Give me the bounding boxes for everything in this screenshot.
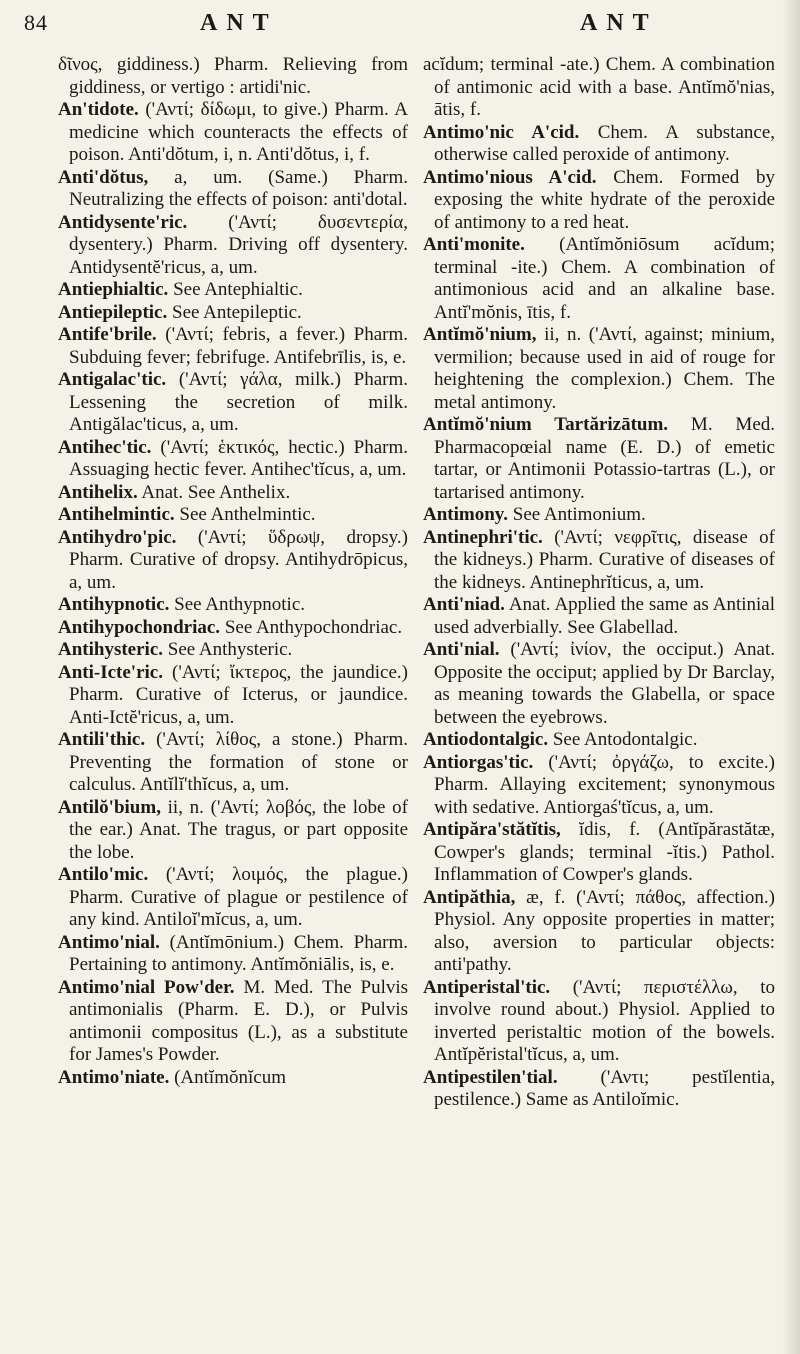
entry-headword: Antimony. (423, 504, 508, 525)
right-column (423, 54, 775, 1112)
page-edge-shadow (782, 0, 800, 1354)
dictionary-entry (58, 504, 408, 527)
entry-headword: Antimo'nial. (58, 931, 160, 953)
dictionary-entry (423, 1067, 775, 1112)
entry-headword: Antilo'mic. (58, 864, 149, 885)
entry-headword: Anti'dŏtus, (58, 166, 149, 188)
entry-headword: Antinephri'tic. (423, 526, 543, 548)
dictionary-entry (58, 302, 408, 325)
dictionary-entry (423, 122, 775, 167)
dictionary-entry (58, 932, 408, 977)
entry-definition: ('Αντί; ἑκτικός, hectic.) Pharm. Assuaging hectic fever. Antihec'tĭcus, a, um. (69, 436, 409, 480)
dictionary-entry (423, 527, 775, 595)
entry-headword: Antĭmŏ'nium, (423, 324, 537, 345)
left-column (58, 54, 408, 1089)
entry-headword: Antilŏ'bium, (58, 796, 161, 818)
entry-definition: M. Med. Pharmacopœial name (E. D.) of emetic tartar, or Antimonii Potassio-tartras (L.), or tartarised antimony. (434, 414, 775, 503)
entry-headword: Antihelmintic. (58, 504, 175, 525)
dictionary-entry (58, 639, 408, 662)
entry-definition: ('Αντί; febris, a fever.) Pharm. Subduing fever; febrifuge. Antifebrīlis, is, e. (69, 324, 409, 368)
entry-headword: Antimo'nious A'cid. (423, 166, 597, 188)
entry-definition: See Anthypochondriac. (224, 616, 403, 638)
dictionary-entry (58, 977, 408, 1067)
entry-definition: (Antĭmōnium.) Chem. Pharm. Pertaining to antimony. Antĭmŏniālis, is, e. (69, 931, 408, 975)
dictionary-entry (423, 819, 775, 887)
dictionary-entry (58, 729, 408, 797)
entry-headword: Antihysteric. (58, 639, 164, 660)
entry-headword: Antipăthia, (423, 886, 516, 908)
dictionary-entry (423, 729, 775, 752)
entry-headword: An'tidote. (58, 99, 139, 120)
dictionary-entry (423, 54, 775, 122)
entry-headword: Antidysente'ric. (58, 211, 188, 233)
dictionary-entry (58, 324, 408, 369)
entry-headword: Anti-Icte'ric. (58, 661, 163, 683)
entry-definition: ii, n. ('Αντί; λοβός, the lobe of the ear.) Anat. The tragus, or part opposite the lobe. (69, 796, 409, 863)
entry-definition: See Antimonium. (512, 504, 646, 525)
entry-headword: Antimo'niate. (58, 1066, 170, 1088)
entry-definition: See Antepileptic. (172, 301, 302, 323)
dictionary-entry (423, 639, 775, 729)
dictionary-entry (58, 167, 408, 212)
entry-headword: Antihec'tic. (58, 436, 152, 458)
entry-definition: ('Αντί; γάλα, milk.) Pharm. Lessening the secretion of milk. Antigălac'ticus, a, um. (69, 369, 409, 435)
dictionary-entry (58, 212, 408, 280)
dictionary-entry (58, 279, 408, 302)
dictionary-entry (423, 594, 775, 639)
dictionary-entry (58, 797, 408, 865)
dictionary-entry (423, 324, 775, 414)
entry-definition: See Antephialtic. (173, 279, 303, 300)
entry-definition: (Antĭmŏnĭcum (174, 1066, 286, 1088)
entry-definition: M. Med. The Pulvis antimonialis (Pharm. E. D.), or Pulvis antimonii compositus (L.), as a substitute for James's Powder. (69, 976, 409, 1065)
running-head-left: ANT (200, 10, 278, 36)
dictionary-entry (423, 887, 775, 977)
entry-headword: Anti'nial. (423, 639, 500, 660)
entry-definition: Chem. A substance, otherwise called peroxide of antimony. (434, 121, 776, 165)
entry-definition: See Anthelmintic. (179, 504, 316, 525)
dictionary-entry (58, 1067, 408, 1090)
entry-headword: Antimo'nic A'cid. (423, 121, 580, 143)
dictionary-entry (58, 864, 408, 932)
entry-definition: See Anthypnotic. (174, 594, 306, 615)
entry-definition: Anat. Applied the same as Antinial used adverbially. See Glabellad. (434, 594, 775, 638)
dictionary-entry (423, 167, 775, 235)
dictionary-entry (58, 662, 408, 730)
entry-definition: ('Αντί; ἴκτερος, the jaundice.) Pharm. Curative of Icterus, or jaundice. Anti-Ictĕ'ricus, a, um. (69, 661, 408, 728)
entry-headword: Antimo'nial Pow'der. (58, 976, 235, 998)
entry-headword: Antiephialtic. (58, 279, 169, 300)
entry-headword: Antihypnotic. (58, 594, 170, 615)
dictionary-entry (58, 54, 408, 99)
dictionary-entry (58, 594, 408, 617)
entry-headword: Antigalac'tic. (58, 369, 167, 390)
entry-definition: ('Αντί; νεφρῖτις, disease of the kidneys.) Pharm. Curative of diseases of the kidneys. Antinephrĭticus, a, um. (434, 526, 775, 593)
entry-headword: Antiperistal'tic. (423, 976, 551, 998)
dictionary-entry (423, 414, 775, 504)
entry-definition: ĭdis, f. (Antĭpărastătæ, Cowper's glands; terminal -ĭtis.) Pathol. Inflammation of Cowper's glands. (434, 819, 776, 885)
entry-definition: ('Αντί; δυσεντερία, dysentery.) Pharm. Driving off dysentery. Antidysentĕ'ricus, a, um. (69, 211, 408, 278)
entry-headword: Anti'monite. (423, 234, 525, 255)
entry-headword: Antipăra'stătĭtis, (423, 819, 561, 840)
dictionary-entry (423, 234, 775, 324)
entry-headword: Antihydro'pic. (58, 526, 177, 548)
entry-headword: Antiodontalgic. (423, 729, 549, 750)
entry-definition: ('Αντί; ὀργάζω, to excite.) Pharm. Allaying excitement; synonymous with sedative. Antiorgaś'tĭcus, a, um. (434, 751, 775, 818)
entry-definition: See Anthysteric. (167, 639, 293, 660)
entry-headword: Antihypochondriac. (58, 616, 221, 638)
entry-headword: Antihelix. (58, 481, 138, 503)
entry-headword: Antĭmŏ'nium Tartărizātum. (423, 414, 669, 435)
dictionary-entry (58, 99, 408, 167)
entry-definition: acĭdum; terminal -ate.) Chem. A combination of antimonic acid with a base. Antĭmŏ'nias, ātis, f. (423, 54, 775, 120)
page-number: 84 (24, 10, 48, 35)
entry-headword: Antipestilen'tial. (423, 1066, 558, 1088)
entry-definition: See Antodontalgic. (552, 729, 698, 750)
running-head-right: ANT (580, 10, 658, 36)
entry-headword: Antiorgas'tic. (423, 751, 534, 773)
entry-definition: (Antĭmŏniōsum acĭdum; terminal -ite.) Chem. A combination of antimonious acid and an alkaline base. Antĭ'mŏnis, ītis, f. (434, 234, 775, 323)
dictionary-entry (58, 482, 408, 505)
entry-definition: ('Αντί; ὕδρωψ, dropsy.) Pharm. Curative of dropsy. Antihydrōpicus, a, um. (69, 526, 409, 593)
entry-definition: æ, f. ('Αντί; πάθος, affection.) Physiol. Any opposite properties in matter; also, aversion to particular objects: anti'pathy. (434, 886, 775, 975)
entry-headword: Antiepileptic. (58, 301, 168, 323)
dictionary-entry (423, 977, 775, 1067)
dictionary-entry (58, 617, 408, 640)
dictionary-entry (58, 437, 408, 482)
entry-headword: Antife'brile. (58, 324, 157, 345)
dictionary-entry (58, 527, 408, 595)
entry-definition: ('Αντι; pestĭlentia, pestilence.) Same as Antiloĭmic. (434, 1066, 776, 1110)
entry-headword: Antili'thic. (58, 729, 146, 750)
dictionary-entry (423, 504, 775, 527)
entry-definition: ('Αντί; λίθος, a stone.) Pharm. Preventing the formation of stone or calculus. Antĭlĭ'thĭcus, a, um. (69, 729, 408, 795)
entry-definition: δῖνος, giddiness.) Pharm. Relieving from giddiness, or vertigo : artidi'nic. (58, 54, 408, 98)
entry-definition: ii, n. ('Αντί, against; minium, vermilion; because used in aid of rouge for heightening the complexion.) Chem. The metal antimony. (434, 324, 776, 413)
entry-definition: ('Αντί; δίδωμι, to give.) Pharm. A medicine which counteracts the effects of poison. Anti'dŏtum, i, n. Anti'dŏtus, i, f. (69, 99, 408, 165)
dictionary-entry (58, 369, 408, 437)
entry-headword: Anti'niad. (423, 594, 505, 615)
entry-definition: Chem. Formed by exposing the white hydrate of the peroxide of antimony to a red heat. (434, 166, 775, 233)
entry-definition: Anat. See Anthelix. (141, 481, 291, 503)
entry-definition: ('Αντί; περιστέλλω, to involve round about.) Physiol. Applied to inverted peristaltic motion of the bowels. Antĭpĕristal'tĭcus, a, um. (434, 976, 775, 1065)
entry-definition: ('Αντί; ἰνίον, the occiput.) Anat. Opposite the occiput; applied by Dr Barclay, as meaning towards the Glabella, or space between the eyebrows. (434, 639, 776, 728)
page-header (0, 6, 800, 46)
dictionary-entry (423, 752, 775, 820)
entry-definition: ('Αντί; λοιμός, the plague.) Pharm. Curative of plague or pestilence of any kind. Antiloĭ'mĭcus, a, um. (69, 864, 408, 930)
entry-definition: a, um. (Same.) Pharm. Neutralizing the effects of poison: anti'dotal. (69, 166, 409, 210)
